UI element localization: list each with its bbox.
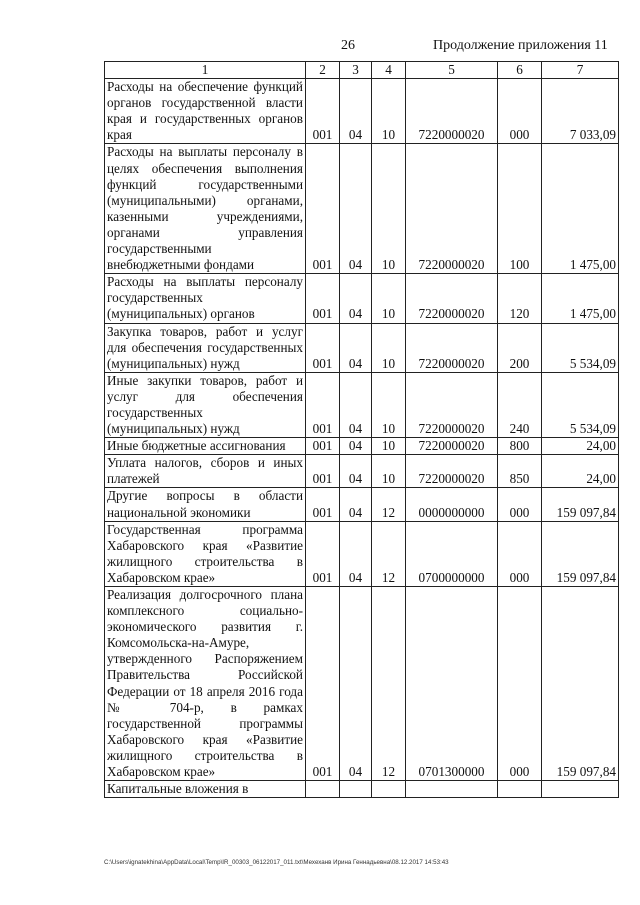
row-name: Закупка товаров, работ и услуг для обеспечения государственных (муниципальных) нужд [105,323,306,372]
row-name: Реализация долгосрочного плана комплексного социально-экономического развития г. Комсомольска-на-Амуре, утвержденного Распоряжением Правительства Российской Федерации от 18 апреля 2016 года № 704-р, в рамках государственной программы Хабаровского края «Развитие жилищного строительства в Хабаровском крае» [105,587,306,781]
table-row [105,79,619,144]
cell-subsection: 12 [372,488,406,521]
column-number: 3 [340,62,372,79]
row-name: Капитальные вложения в [105,781,306,798]
cell-target-article: 7220000020 [406,438,498,455]
table-row [105,587,619,781]
cell-target-article: 7220000020 [406,455,498,488]
row-name: Расходы на выплаты персоналу государственных (муниципальных) органов [105,274,306,323]
cell-subsection: 12 [372,521,406,586]
cell-target-article [406,781,498,798]
column-number: 6 [498,62,542,79]
cell-amount [542,781,619,798]
column-number: 1 [105,62,306,79]
table-row [105,781,619,798]
cell-subsection [372,781,406,798]
cell-amount: 24,00 [542,455,619,488]
cell-section: 04 [340,587,372,781]
cell-target-article: 0000000000 [406,488,498,521]
cell-ministry: 001 [306,323,340,372]
cell-section: 04 [340,323,372,372]
cell-expense-type: 240 [498,372,542,437]
column-number: 4 [372,62,406,79]
cell-target-article: 7220000020 [406,79,498,144]
row-name: Государственная программа Хабаровского края «Развитие жилищного строительства в Хабаровском крае» [105,521,306,586]
row-name: Иные бюджетные ассигнования [105,438,306,455]
column-number-row [105,62,619,79]
cell-expense-type: 200 [498,323,542,372]
table-row [105,455,619,488]
row-name: Иные закупки товаров, работ и услуг для обеспечения государственных (муниципальных) нужд [105,372,306,437]
cell-amount: 159 097,84 [542,488,619,521]
cell-expense-type: 850 [498,455,542,488]
cell-subsection: 10 [372,438,406,455]
cell-ministry: 001 [306,488,340,521]
cell-expense-type: 000 [498,521,542,586]
cell-ministry: 001 [306,455,340,488]
cell-subsection: 10 [372,79,406,144]
cell-amount: 7 033,09 [542,79,619,144]
cell-target-article: 0701300000 [406,587,498,781]
cell-amount: 159 097,84 [542,521,619,586]
table-row [105,372,619,437]
cell-ministry: 001 [306,587,340,781]
cell-expense-type: 120 [498,274,542,323]
cell-target-article: 7220000020 [406,323,498,372]
cell-ministry: 001 [306,79,340,144]
table-row [105,144,619,274]
cell-section: 04 [340,488,372,521]
cell-expense-type: 000 [498,488,542,521]
cell-section: 04 [340,438,372,455]
cell-amount: 5 534,09 [542,323,619,372]
cell-ministry: 001 [306,438,340,455]
cell-amount: 1 475,00 [542,274,619,323]
cell-target-article: 7220000020 [406,274,498,323]
table-row [105,521,619,586]
cell-expense-type: 100 [498,144,542,274]
cell-expense-type [498,781,542,798]
cell-amount: 24,00 [542,438,619,455]
cell-ministry: 001 [306,521,340,586]
cell-section: 04 [340,521,372,586]
cell-subsection: 10 [372,372,406,437]
cell-subsection: 10 [372,455,406,488]
cell-ministry: 001 [306,144,340,274]
cell-section: 04 [340,274,372,323]
table-row [105,274,619,323]
cell-ministry: 001 [306,274,340,323]
cell-subsection: 10 [372,274,406,323]
cell-subsection: 10 [372,323,406,372]
cell-subsection: 10 [372,144,406,274]
cell-target-article: 0700000000 [406,521,498,586]
column-number: 7 [542,62,619,79]
cell-target-article: 7220000020 [406,144,498,274]
cell-target-article: 7220000020 [406,372,498,437]
cell-amount: 1 475,00 [542,144,619,274]
cell-ministry: 001 [306,372,340,437]
table-row [105,323,619,372]
row-name: Другие вопросы в области национальной экономики [105,488,306,521]
cell-subsection: 12 [372,587,406,781]
table-row [105,488,619,521]
continuation-title: Продолжение приложения 11 [433,38,608,53]
cell-expense-type: 000 [498,79,542,144]
cell-expense-type: 000 [498,587,542,781]
cell-section: 04 [340,144,372,274]
page-number: 26 [341,38,355,53]
file-path-footer: C:\Users\ignatekhina\AppData\Local\Temp\IR_00303_06122017_011.txt\Мехеханв Ирина Геннадьевна\08.12.2017 14:53:43 [104,859,449,866]
cell-amount: 5 534,09 [542,372,619,437]
row-name: Расходы на выплаты персоналу в целях обеспечения выполнения функций государственными (муниципальными) органами, казенными учреждениями, органами управления государственными внебюджетными фондами [105,144,306,274]
column-number: 2 [306,62,340,79]
budget-table [104,61,619,798]
row-name: Расходы на обеспечение функций органов государственной власти края и государственных органов края [105,79,306,144]
cell-section: 04 [340,79,372,144]
column-number: 5 [406,62,498,79]
cell-section: 04 [340,455,372,488]
cell-section: 04 [340,372,372,437]
cell-amount: 159 097,84 [542,587,619,781]
cell-expense-type: 800 [498,438,542,455]
row-name: Уплата налогов, сборов и иных платежей [105,455,306,488]
cell-ministry [306,781,340,798]
cell-section [340,781,372,798]
table-row [105,438,619,455]
